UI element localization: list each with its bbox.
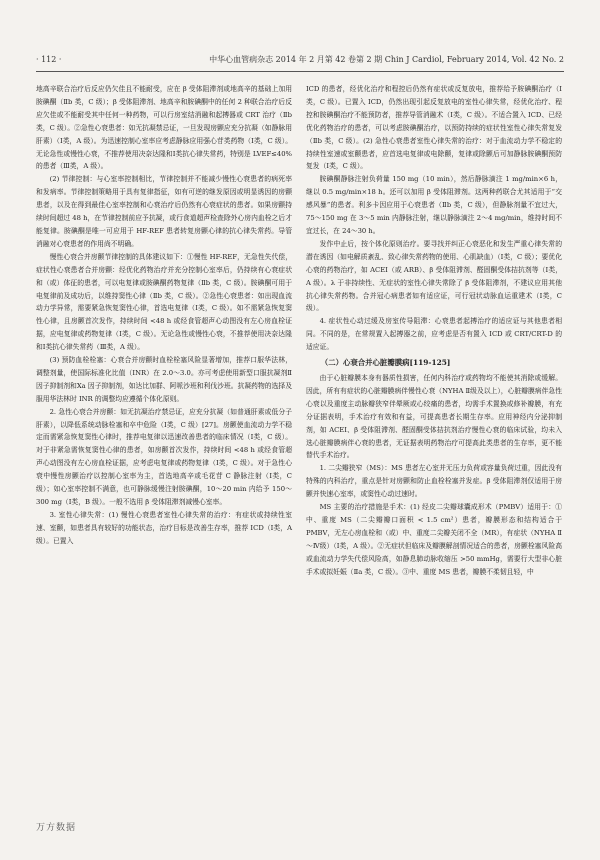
paragraph: 胺碘酮静脉注射负荷量 150 mg（10 min），然后静脉滴注 1 mg/min×6 h，继以 0.5 mg/min×18 h。还可以加用 β 受体阻滞剂。这两种药联合尤其适用于“交感风暴”的患者。利多卡因应用于心衰患者（Ⅱb 类，C 级），但静脉剂量不宜过大，75～150 mg 在 3～5 min 内静脉注射，继以静脉滴注 2～4 mg/min，维持时间不宜过长，在 24～30 h。 (306, 175, 562, 235)
paragraph: (2) 节律控制：与心室率控制相比，节律控制并不能减少慢性心衰患者的病死率和发病率。节律控制策略用于具有复律指征，如有可逆的继发原因或明显诱因的房颤患者，以及在得到最佳心室率控制和心衰治疗后仍然有心衰症状的患者。如果房颤持续时间超过 48 h，在节律控制前应予抗凝，或行食道超声检查除外心房内血栓之后才能复律。胺碘酮是唯一可应用于 HF-REF 患者转复房颤心律的抗心律失常药。导管消融对心衰患者的作用尚不明确。 (36, 175, 292, 248)
right-column (306, 83, 562, 579)
paragraph: 1. 二尖瓣狭窄（MS）：MS 患者左心室并无压力负荷或容量负荷过重，因此没有特殊的内科治疗，重点是针对房颤和防止血栓栓塞并发症。β 受体阻滞剂仅适用于房颤并快速心室率，或窦性心动过速时。 (306, 464, 562, 499)
left-column (36, 83, 292, 548)
journal-citation: 中华心血管病杂志 2014 年 2 月第 42 卷第 2 期 Chin J Cardiol, February 2014, Vol. 42 No. 2 (209, 55, 564, 64)
paragraph: MS 主要的治疗措施是手术：(1) 经皮二尖瓣球囊成形术（PMBV）适用于：①中、重度 MS（二尖瓣瓣口面积 < 1.5 cm²）患者，瓣膜形态和结构适合于 PMBV，无左心房血栓和（或）中、重度二尖瓣关闭不全（MR），有症状（NYHA Ⅱ～Ⅳ级）（Ⅰ类，A 级）。②无症状但临床及瓣膜解剖情况适合的患者，房颤栓塞风险高或血流动力学失代偿风险高，如静息肺动脉收缩压 >50 mmHg，需要行大型非心脏手术或拟妊娠（Ⅱa 类，C 级）。③中、重度 MS 患者，瓣膜不柔韧且轻，中 (306, 503, 562, 576)
paragraph: 发作中止后，按个体化原则治疗。要寻找并纠正心衰恶化和发生严重心律失常的潜在诱因（如电解质紊乱、致心律失常药物的使用、心肌缺血）（Ⅰ类，C 级）；要优化心衰的药物治疗，如 ACEI（或 ARB）、β 受体阻滞剂、醛固酮受体拮抗剂等（Ⅰ类，A 级）。λ 于非持续性、无症状的室性心律失常除了 β 受体阻滞剂，不建议应用其他抗心律失常药物。合并冠心病患者如有适应证，可行冠状动脉血运重建术（Ⅰ类，C 级）。 (306, 239, 562, 313)
page-number: · 112 · (36, 55, 62, 64)
page-header (36, 52, 564, 68)
paragraph: 地高辛联合治疗后反应仍欠佳且不能耐受，应在 β 受体阻滞剂或地高辛的基础上加用胺碘酮（Ⅱb 类，C 级）；β 受体阻滞剂、地高辛和胺碘酮中的任何 2 种联合治疗后反应欠佳或不能耐受其中任何一种药物，可以行房室结消融和起搏器或 CRT 治疗（Ⅱb 类，C 级）。②急性心衰患者：如无抗凝禁忌证，一旦发现房颤应充分抗凝（如静脉用肝素）（Ⅰ类，A 级）。为迅速控制心室率应考虑静脉应用强心苷类药物（Ⅰ类，C 级）。无论急性或慢性心衰，不推荐使用决奈达隆和Ⅰ类抗心律失常药，特别是 LVEF≤40% 的患者（Ⅲ类，A 级）。 (36, 85, 292, 171)
paragraph: 3. 室性心律失常：(1) 慢性心衰患者室性心律失常的治疗：有症状或持续性室速、室颤，如患者具有较好的功能状态，治疗目标是改善生存率，推荐 ICD（Ⅰ类，A 级）。已置入 (36, 510, 292, 545)
paragraph: ICD 的患者，经优化治疗和程控后仍然有症状或反复放电，推荐给予胺碘酮治疗（Ⅰ类，C 级）。已置入 ICD，仍然出现引起反复放电的室性心律失常，经优化治疗、程控和胺碘酮治疗不能预防者，推荐导管消融术（Ⅰ类，C 级）。不适合置入 ICD、已经优化药物治疗的患者，可以考虑胺碘酮治疗，以预防持续的症状性室性心律失常复发（Ⅱb 类，C 级）。(2) 急性心衰患者室性心律失常的治疗：对于血流动力学不稳定的持续性室速或室颤患者，应首选电复律或电除颤，复律或除颤后可加静脉胺碘酮预防复发（Ⅰ类，C 级）。 (306, 85, 562, 171)
header-divider (36, 71, 564, 72)
paragraph: 慢性心衰合并房颤节律控制的具体建议如下：①慢性 HF-REF，无急性失代偿，症状性心衰患者合并房颤：经优化药物治疗并充分控制心室率后，仍持续有心衰症状和（或）体征的患者，可以电复律或胺碘酮药物复律（Ⅱb 类，C 级）。胺碘酮可用于电复律前及成功后，以维持窦性心律（Ⅱb 类，C 级）。②急性心衰患者：如出现血流动力学异常，需要紧急恢复窦性心律，首选电复律（Ⅰ类，C 级）。如不需紧急恢复窦性心律，且房颤首次发作，持续时间 <48 h 或经食管超声心动图没有左心房血栓证据，应电复律或药物复律（Ⅰ类，C 级）。无论急性或慢性心衰，不推荐使用决奈达隆和Ⅰ类抗心律失常药（Ⅲ类，A 级）。 (36, 252, 292, 352)
paragraph: 由于心脏瓣膜本身有器质性损害，任何内科治疗或药物均不能使其消除或缓解。因此，所有有症状的心脏瓣膜病伴慢性心衰（NYHA Ⅱ级及以上），心脏瓣膜病伴急性心衰以及重度主动脉瓣狭窄伴晕厥或心绞痛的患者，均需手术置换或修补瓣膜，有充分证据表明，手术治疗有效和有益，可提高患者长期生存率。应用神经内分泌抑制剂，如 ACEI、β 受体阻滞剂、醛固酮受体拮抗剂治疗慢性心衰的临床试验，均未入选心脏瓣膜病伴心衰的患者，无证据表明药物治疗可提高此类患者的生存率，更不能替代手术治疗。 (306, 374, 562, 460)
paragraph: (3) 预防血栓栓塞：心衰合并房颤时血栓栓塞风险显著增加，推荐口服华法林，调整剂量，使国际标准化比值（INR）在 2.0～3.0。亦可考虑使用新型口服抗凝剂Ⅱ因子抑制剂和Ⅹa 因子抑制剂，如达比加群、阿哌沙班和利伐沙班。抗凝药物的选择及服用华法林时 INR 的调整均应遵循个体化原则。 (36, 356, 292, 403)
paragraph: 2. 急性心衰合并房颤：如无抗凝治疗禁忌证，应充分抗凝（如普通肝素或低分子肝素），以降低系统动脉栓塞和卒中危险（Ⅰ类，C 级）[27]。房颤使血流动力学不稳定而需紧急恢复窦性心律时，推荐电复律以迅速改善患者的临床情况（Ⅰ类，C 级）。对于非紧急需恢复窦性心律的患者，如房颤首次发作，持续时间 <48 h 或经食管超声心动图没有左心房血栓证据，应考虑电复律或药物复律（Ⅰ类，C 级）。对于急性心衰中慢性房颤治疗以控制心室率为主，首选地高辛或毛花苷 C 静脉注射（Ⅰ类，C 级）；如心室率控制不满意，也可静脉缓慢注射胺碘酮，10～20 min 内给予 150～300 mg（Ⅰ类，B 级）。一般不选用 β 受体阻滞剂减慢心室率。 (36, 407, 292, 506)
paragraph: 4. 症状性心动过缓及房室传导阻滞：心衰患者起搏治疗的适应证与其他患者相同。不同的是，在常规置入起搏器之前，应考虑是否有置入 ICD 或 CRT/CRT-D 的适应证。 (306, 317, 562, 352)
watermark: 万方数据 (36, 823, 77, 833)
section-heading: （二）心衰合并心脏瓣膜病[119-125] (320, 358, 451, 368)
